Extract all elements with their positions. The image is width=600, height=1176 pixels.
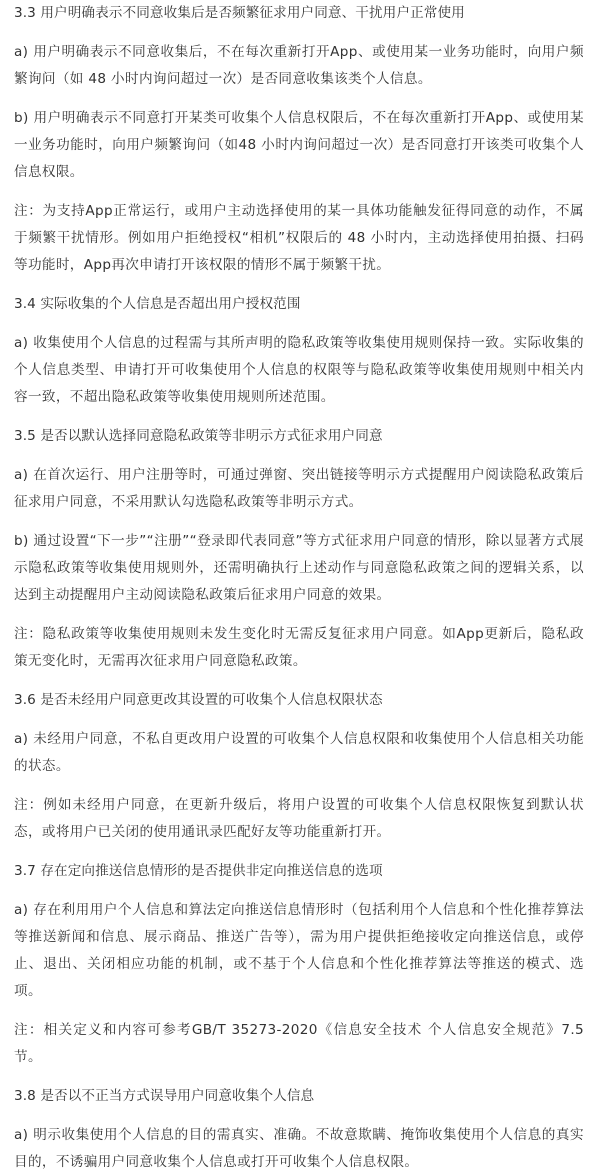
section-heading: 3.4 实际收集的个人信息是否超出用户授权范围 bbox=[14, 296, 301, 312]
paragraph: a) 明示收集使用个人信息的目的需真实、准确。不故意欺瞒、掩饰收集使用个人信息的真实目的，不诱骗用户同意收集个人信息或打开可收集个人信息权限。 bbox=[14, 1127, 584, 1170]
paragraph: b) 通过设置“下一步”“注册”“登录即代表同意”等方式征求用户同意的情形，除以显著方式展示隐私政策等收集使用规则外，还需明确执行上述动作与同意隐私政策之间的逻辑关系，以达到主动提醒用户主动阅读隐私政策后征求用户同意的效果。 bbox=[14, 533, 584, 603]
section-heading: 3.7 存在定向推送信息情形的是否提供非定向推送信息的选项 bbox=[14, 863, 383, 879]
paragraph: b) 用户明确表示不同意打开某类可收集个人信息权限后，不在每次重新打开App、或使用某一业务功能时，向用户频繁询问（如48 小时内询问超过一次）是否同意打开该类可收集个人信息权限。 bbox=[14, 110, 584, 180]
paragraph: a) 存在利用用户个人信息和算法定向推送信息情形时（包括利用个人信息和个性化推荐算法等推送新闻和信息、展示商品、推送广告等），需为用户提供拒绝接收定向推送信息，或停止、退出、关闭相应功能的机制，或不基于个人信息和个性化推荐算法等推送的模式、选项。 bbox=[14, 902, 584, 999]
section-heading: 3.6 是否未经用户同意更改其设置的可收集个人信息权限状态 bbox=[14, 692, 383, 708]
paragraph: a) 收集使用个人信息的过程需与其所声明的隐私政策等收集使用规则保持一致。实际收集的个人信息类型、申请打开可收集使用个人信息的权限等与隐私政策等收集使用规则中相关内容一致，不超出隐私政策等收集使用规则所述范围。 bbox=[14, 335, 584, 405]
note-paragraph: 注：为支持App正常运行，或用户主动选择使用的某一具体功能触发征得同意的动作，不属于频繁干扰情形。例如用户拒绝授权“相机”权限后的 48 小时内，主动选择使用拍摄、扫码等功能时，App再次申请打开该权限的情形不属于频繁干扰。 bbox=[14, 203, 584, 273]
section-heading: 3.8 是否以不正当方式误导用户同意收集个人信息 bbox=[14, 1088, 315, 1104]
note-paragraph: 注：相关定义和内容可参考GB/T 35273-2020《信息安全技术 个人信息安全规范》7.5节。 bbox=[14, 1022, 584, 1065]
note-paragraph: 注：隐私政策等收集使用规则未发生变化时无需反复征求用户同意。如App更新后，隐私政策无变化时，无需再次征求用户同意隐私政策。 bbox=[14, 626, 584, 669]
paragraph: a) 在首次运行、用户注册等时，可通过弹窗、突出链接等明示方式提醒用户阅读隐私政策后征求用户同意，不采用默认勾选隐私政策等非明示方式。 bbox=[14, 467, 584, 510]
section-heading: 3.3 用户明确表示不同意收集后是否频繁征求用户同意、干扰用户正常使用 bbox=[14, 5, 465, 21]
section-heading: 3.5 是否以默认选择同意隐私政策等非明示方式征求用户同意 bbox=[14, 428, 383, 444]
paragraph: a) 用户明确表示不同意收集后，不在每次重新打开App、或使用某一业务功能时，向用户频繁询问（如 48 小时内询问超过一次）是否同意收集该类个人信息。 bbox=[14, 44, 584, 87]
paragraph: a) 未经用户同意，不私自更改用户设置的可收集个人信息权限和收集使用个人信息相关功能的状态。 bbox=[14, 731, 584, 774]
note-paragraph: 注：例如未经用户同意，在更新升级后，将用户设置的可收集个人信息权限恢复到默认状态，或将用户已关闭的使用通讯录匹配好友等功能重新打开。 bbox=[14, 797, 584, 840]
